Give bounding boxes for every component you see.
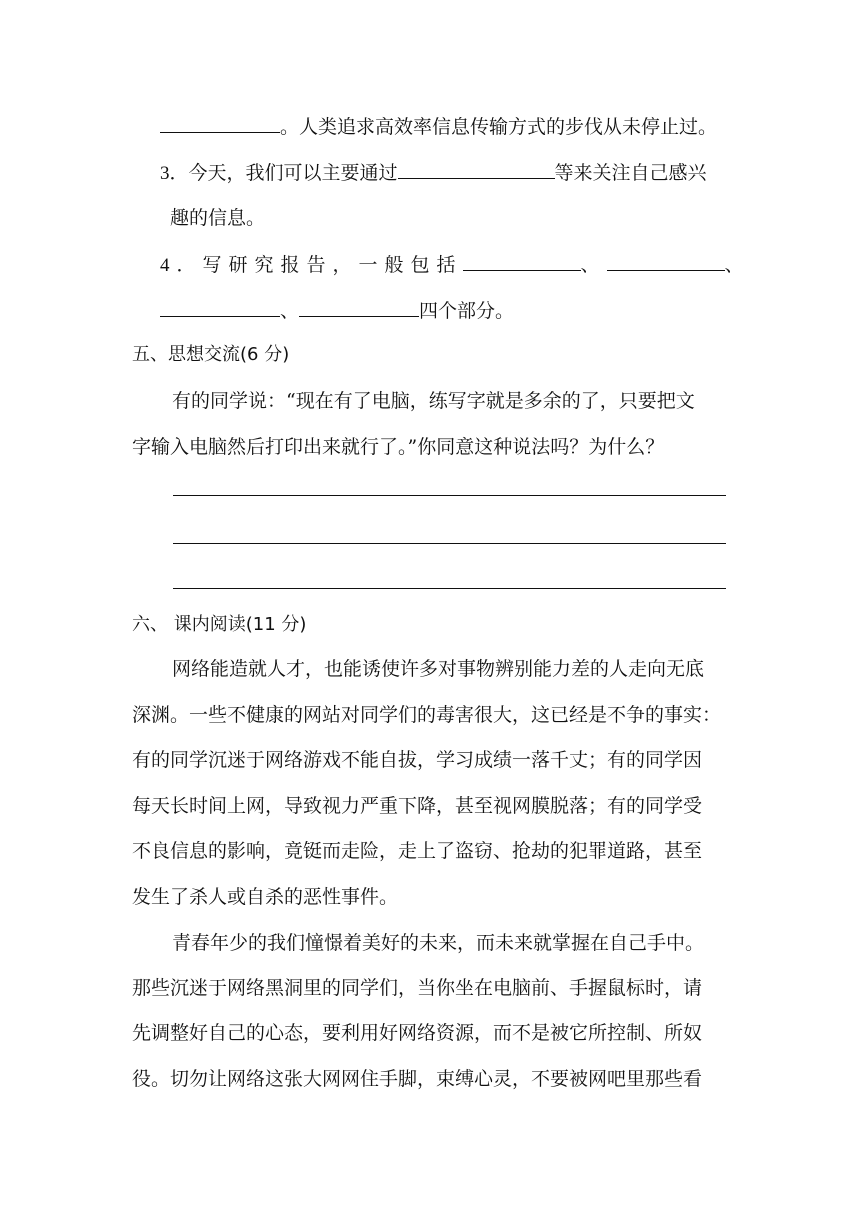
q2-answer-blank[interactable] (160, 112, 280, 133)
section6-para1-line5: 不良信息的影响，竟铤而走险，走上了盗窃、抢劫的犯罪道路，甚至 (132, 840, 703, 862)
section5-prompt-line2: 字输入电脑然后打印出来就行了。”你同意这种说法吗？为什么？ (132, 436, 665, 458)
q4-text-after: 四个部分。 (419, 300, 515, 322)
q3-number: 3． (160, 163, 189, 184)
answer-line-3[interactable] (173, 588, 726, 589)
section6-para1-line1: 网络能造就人才，也能诱使许多对事物辨别能力差的人走向无底 (172, 658, 705, 680)
q4-sep-2: 、 (724, 254, 751, 276)
section6-para2-line4: 役。切勿让网络这张大网网住手脚，束缚心灵，不要被网吧里那些看 (132, 1068, 703, 1090)
section6-heading: 六、 课内阅读(11 分) (132, 614, 307, 635)
answer-line-2[interactable] (173, 543, 726, 544)
q4-text-before: 写研究报告，一般包括 (202, 254, 463, 276)
q4-number: 4． (160, 255, 203, 276)
section5-prompt-line1: 有的同学说：“现在有了电脑，练写字就是多余的了，只要把文 (172, 390, 695, 412)
q3-line2 (170, 204, 265, 232)
q4-sep-3: 、 (280, 300, 300, 322)
section6-para2-line3: 先调整好自己的心态，要利用好网络资源，而不是被它所控制、所奴 (132, 1022, 703, 1044)
section6-para1-line6: 发生了杀人或自杀的恶性事件。 (132, 886, 399, 908)
section6-para2-line1: 青春年少的我们憧憬着美好的未来，而未来就掌握在自己手中。 (172, 932, 705, 954)
q3-line2-text: 趣的信息。 (170, 207, 266, 229)
q4-blank-1[interactable] (463, 250, 581, 271)
q4-line2 (160, 296, 514, 325)
q4-line1 (160, 250, 751, 280)
q4-blank-3[interactable] (160, 296, 280, 317)
q2-line2-text: 。人类追求高效率信息传输方式的步伐从未停止过。 (280, 116, 718, 138)
q4-blank-4[interactable] (299, 296, 419, 317)
section5-heading: 五、思想交流(6 分) (132, 344, 290, 365)
q3-answer-blank[interactable] (398, 158, 555, 179)
q3-text-before: 今天，我们可以主要通过 (188, 162, 398, 184)
q3-line1 (160, 158, 707, 188)
q2-continuation-line (160, 112, 717, 141)
answer-line-1[interactable] (173, 495, 726, 496)
q4-blank-2[interactable] (607, 250, 725, 271)
section6-para1-line4: 每天长时间上网，导致视力严重下降，甚至视网膜脱落；有的同学受 (132, 795, 703, 817)
q4-sep-1: 、 (580, 254, 607, 276)
section6-para2-line2: 那些沉迷于网络黑洞里的同学们，当你坐在电脑前、手握鼠标时，请 (132, 977, 703, 999)
section6-para1-line3: 有的同学沉迷于网络游戏不能自拔，学习成绩一落千丈；有的同学因 (132, 749, 703, 771)
section6-para1-line2: 深渊。一些不健康的网站对同学们的毒害很大，这已经是不争的事实： (132, 704, 722, 726)
q3-text-after: 等来关注自己感兴 (554, 162, 707, 184)
